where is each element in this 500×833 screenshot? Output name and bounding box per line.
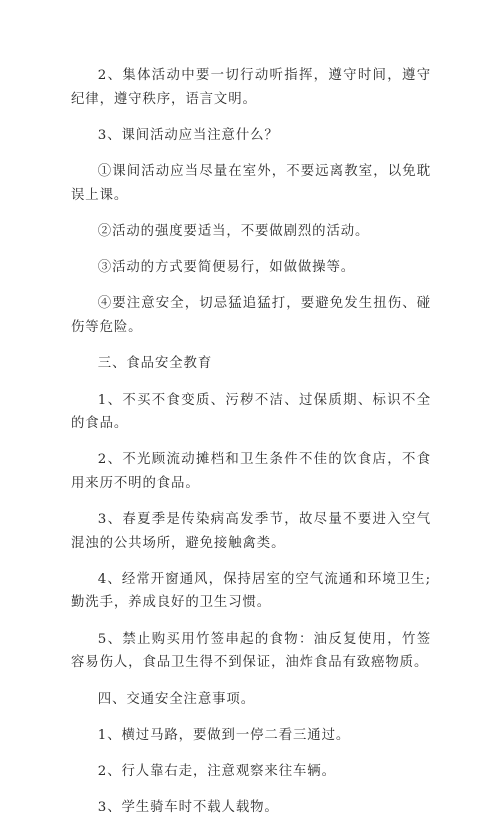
paragraph-recess-item-2: ②活动的强度要适当，不要做剧烈的活动。 <box>97 223 370 239</box>
paragraph-food-item-1: 1、不买不食变质、污秽不洁、过保质期、标识不全的食品。 <box>71 392 431 432</box>
paragraph-food-item-3: 3、春夏季是传染病高发季节，故尽量不要进入空气混浊的公共场所，避免接触禽类。 <box>71 512 431 551</box>
paragraph-food-item-4: 4、经常开窗通风，保持居室的空气流通和环境卫生;勤洗手，养成良好的卫生习惯。 <box>71 571 431 611</box>
paragraph-recess-item-3: ③活动的方式要简便易行，如做做操等。 <box>97 260 356 276</box>
paragraph-food-item-2: 2、不光顾流动摊档和卫生条件不佳的饮食店，不食用来历不明的食品。 <box>71 452 431 491</box>
paragraph-traffic-item-2: 2、行人靠右走，注意观察来往车辆。 <box>97 764 336 780</box>
section-heading-food-safety: 三、食品安全教育 <box>97 356 213 372</box>
document-body <box>71 64 431 833</box>
paragraph-recess-question: 3、课间活动应当注意什么？ <box>97 127 279 143</box>
paragraph-recess-item-4: ④要注意安全，切忌猛追猛打，要避免发生扭伤、碰伤等危险。 <box>71 296 431 335</box>
paragraph-group-activity-rules: 2、集体活动中要一切行动听指挥，遵守时间，遵守纪律，遵守秩序，语言文明。 <box>71 68 431 107</box>
paragraph-traffic-item-3: 3、学生骑车时不载人载物。 <box>97 800 279 816</box>
paragraph-recess-item-1: ①课间活动应当尽量在室外，不要远离教室，以免耽误上课。 <box>71 164 431 203</box>
paragraph-food-item-5: 5、禁止购买用竹签串起的食物：油反复使用，竹签容易伤人，食品卫生得不到保证，油炸食品有致癌物质。 <box>71 631 431 671</box>
paragraph-traffic-item-1: 1、横过马路，要做到一停二看三通过。 <box>97 727 351 743</box>
section-heading-traffic-safety: 四、交通安全注意事项。 <box>97 691 255 707</box>
